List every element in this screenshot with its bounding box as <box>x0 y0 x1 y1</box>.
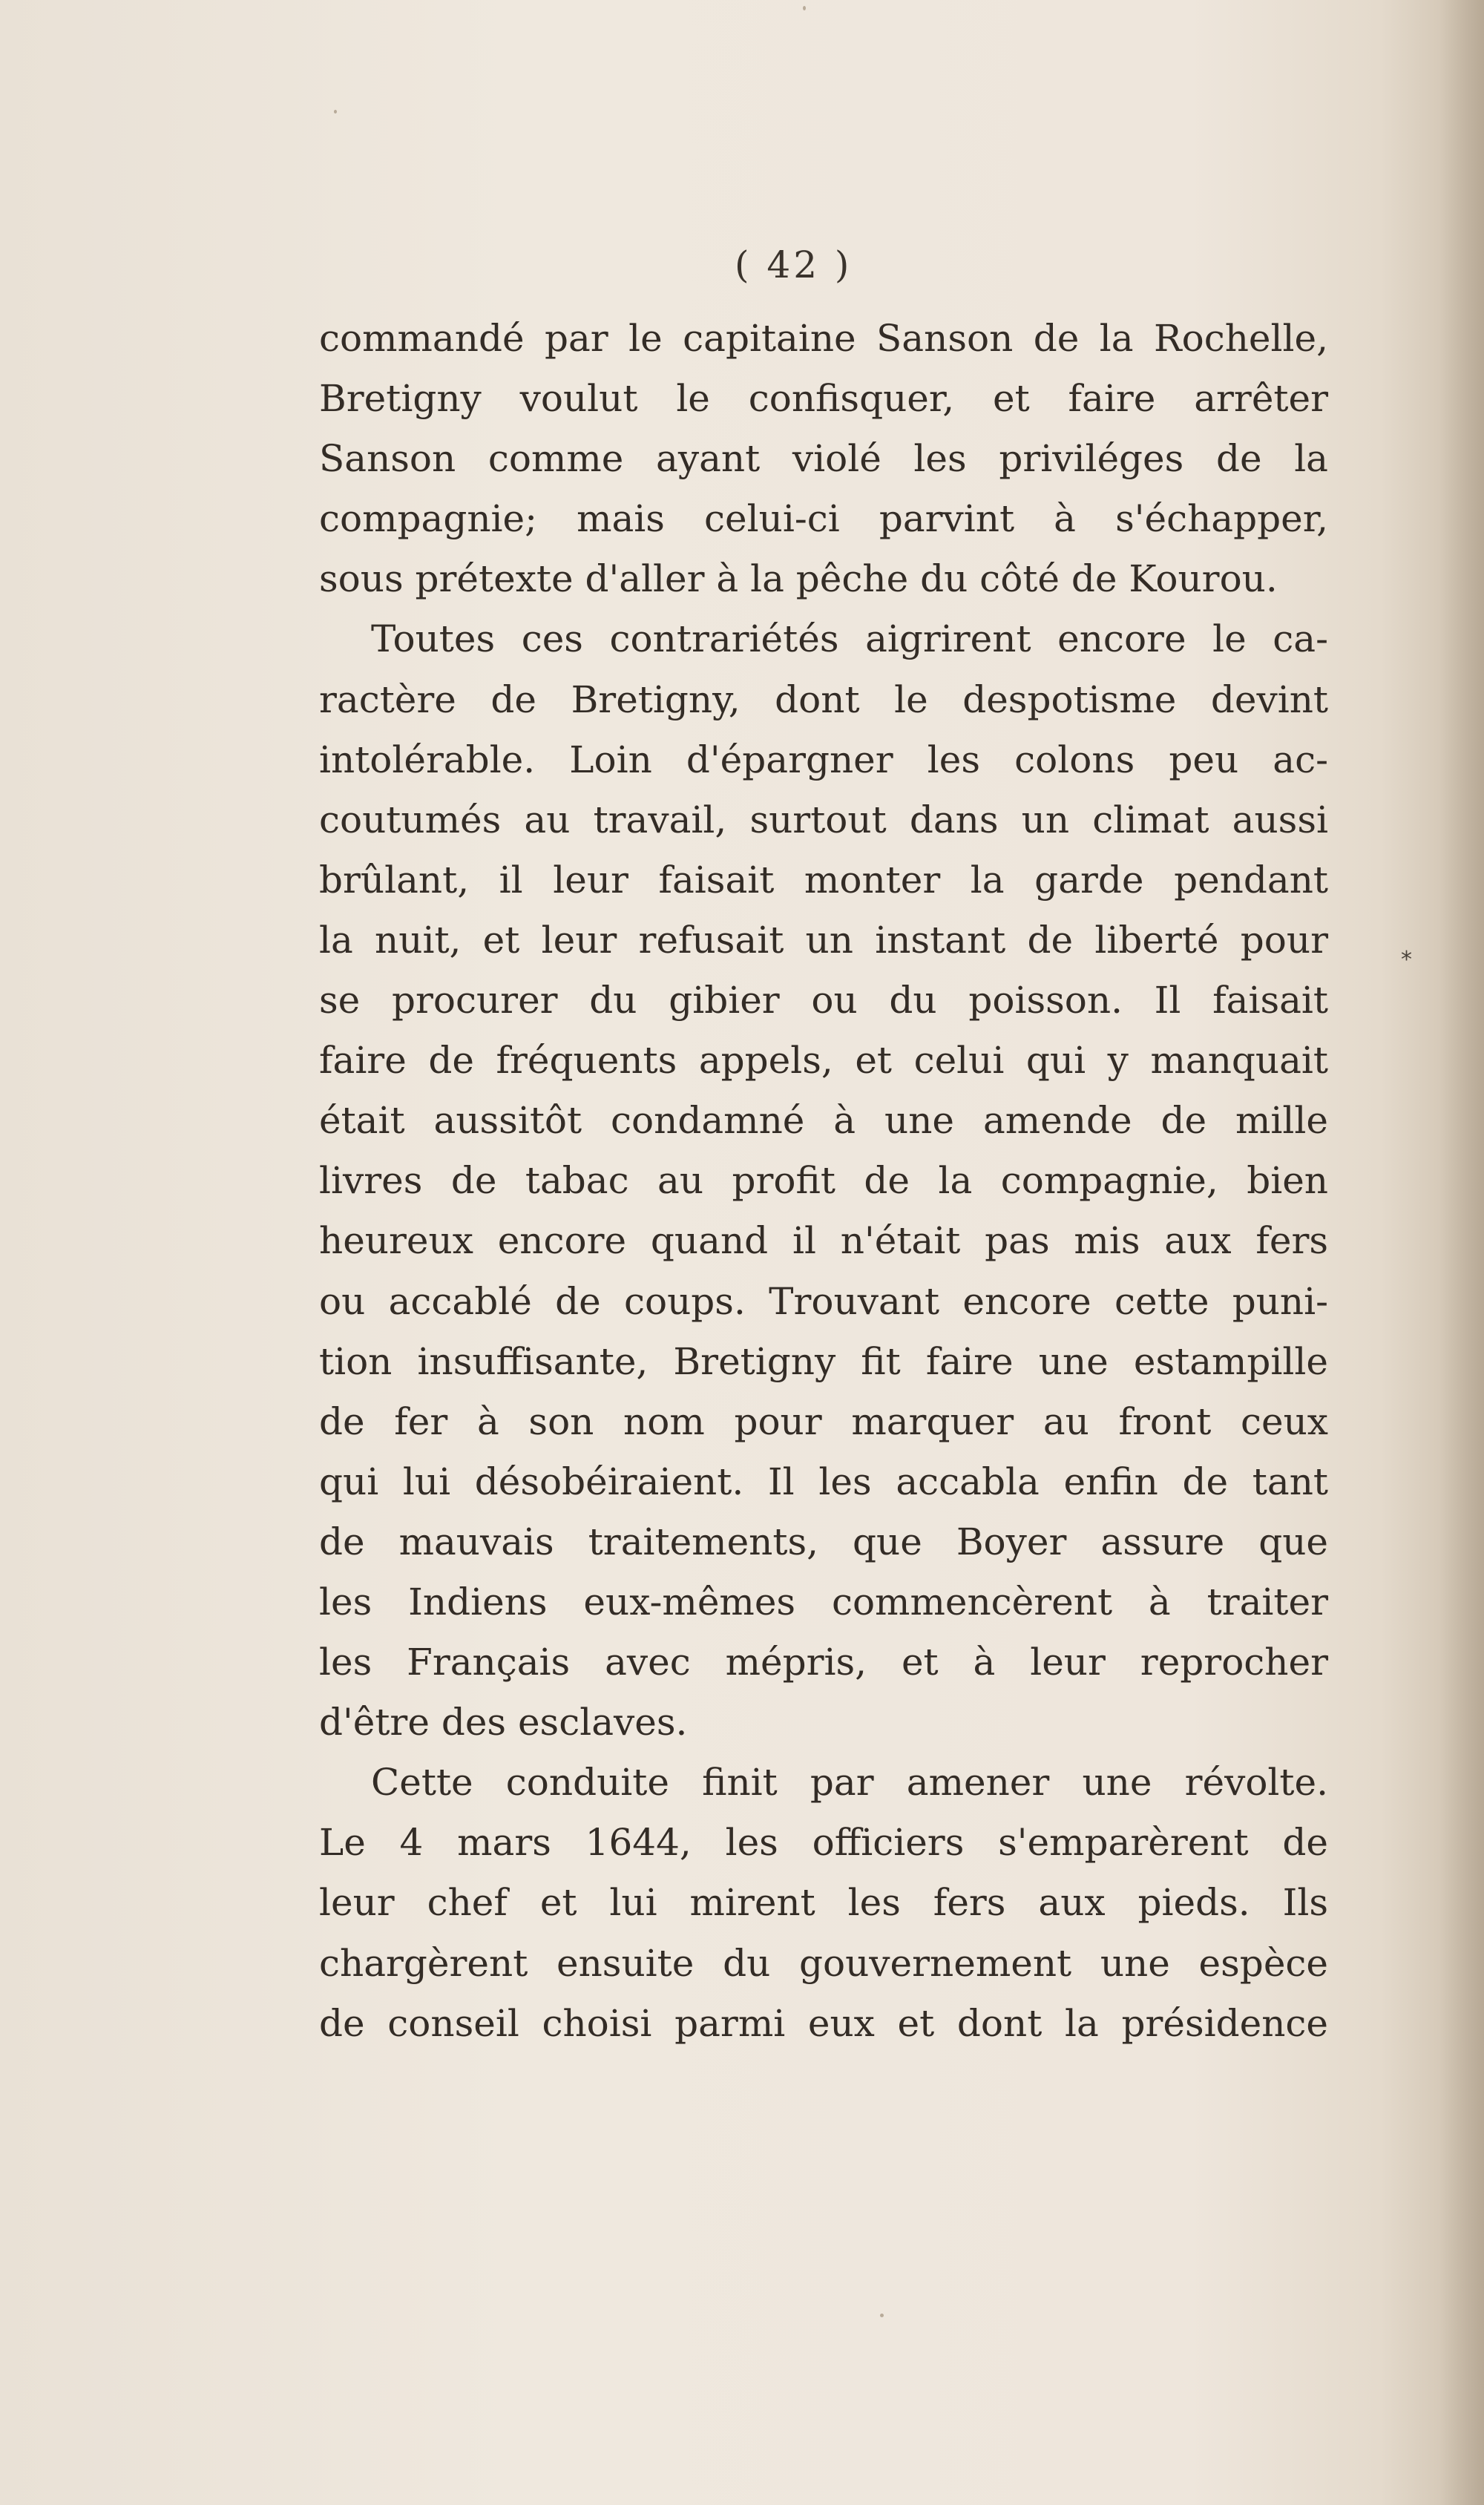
text-line: les Indiens eux-mêmes commencèrent à traiter <box>319 1580 1328 1624</box>
text-line: se procurer du gibier ou du poisson. Il faisait <box>319 979 1328 1022</box>
text-line: Cette conduite finit par amener une révolte. <box>371 1761 1328 1805</box>
margin-mark: * <box>1401 947 1412 973</box>
text-line: qui lui désobéiraient. Il les accabla enfin de tant <box>319 1460 1328 1503</box>
text-line: de mauvais traitements, que Boyer assure que <box>319 1520 1328 1563</box>
text-line: coutumés au travail, surtout dans un climat aussi <box>319 798 1328 841</box>
paper-speck <box>334 110 337 114</box>
text-line: commandé par le capitaine Sanson de la Rochelle, <box>319 317 1328 360</box>
body-text <box>319 309 1328 2054</box>
text-line: sous prétexte d'aller à la pêche du côté de Kourou. <box>319 557 1278 601</box>
text-line: chargèrent ensuite du gouvernement une espèce <box>319 1941 1328 1985</box>
text-line: Bretigny voulut le confisquer, et faire arrêter <box>319 377 1328 421</box>
text-line: faire de fréquents appels, et celui qui y manquait <box>319 1039 1328 1083</box>
text-line: Le 4 mars 1644, les officiers s'emparèrent de <box>319 1821 1328 1865</box>
page-gutter-shadow <box>1439 0 1484 2505</box>
paper-speck <box>803 6 806 10</box>
text-line: tion insuffisante, Bretigny fit faire une estampille <box>319 1339 1328 1383</box>
text-line: ou accablé de coups. Trouvant encore cette puni- <box>319 1279 1328 1323</box>
text-line: heureux encore quand il n'était pas mis aux fers <box>319 1219 1328 1263</box>
text-line: leur chef et lui mirent les fers aux pieds. Ils <box>319 1881 1328 1925</box>
text-line: d'être des esclaves. <box>319 1701 688 1744</box>
text-line: brûlant, il leur faisait monter la garde pendant <box>319 858 1328 902</box>
text-line: ractère de Bretigny, dont le despotisme devint <box>319 677 1328 721</box>
paper-speck <box>880 2314 884 2317</box>
text-line: livres de tabac au profit de la compagnie, bien <box>319 1159 1328 1203</box>
text-line: de conseil choisi parmi eux et dont la présidence <box>319 2001 1328 2045</box>
text-line: était aussitôt condamné à une amende de mille <box>319 1099 1328 1143</box>
text-line: les Français avec mépris, et à leur reprocher <box>319 1641 1328 1684</box>
text-line: la nuit, et leur refusait un instant de liberté pour <box>319 918 1328 962</box>
text-line: Sanson comme ayant violé les priviléges de la <box>319 437 1328 481</box>
page-number: ( 42 ) <box>735 243 853 286</box>
text-line: intolérable. Loin d'épargner les colons peu ac- <box>319 738 1328 781</box>
text-line: de fer à son nom pour marquer au front ceux <box>319 1399 1328 1443</box>
text-line: Toutes ces contrariétés aigrirent encore le ca- <box>371 617 1328 661</box>
text-line: compagnie; mais celui-ci parvint à s'échapper, <box>319 497 1328 541</box>
